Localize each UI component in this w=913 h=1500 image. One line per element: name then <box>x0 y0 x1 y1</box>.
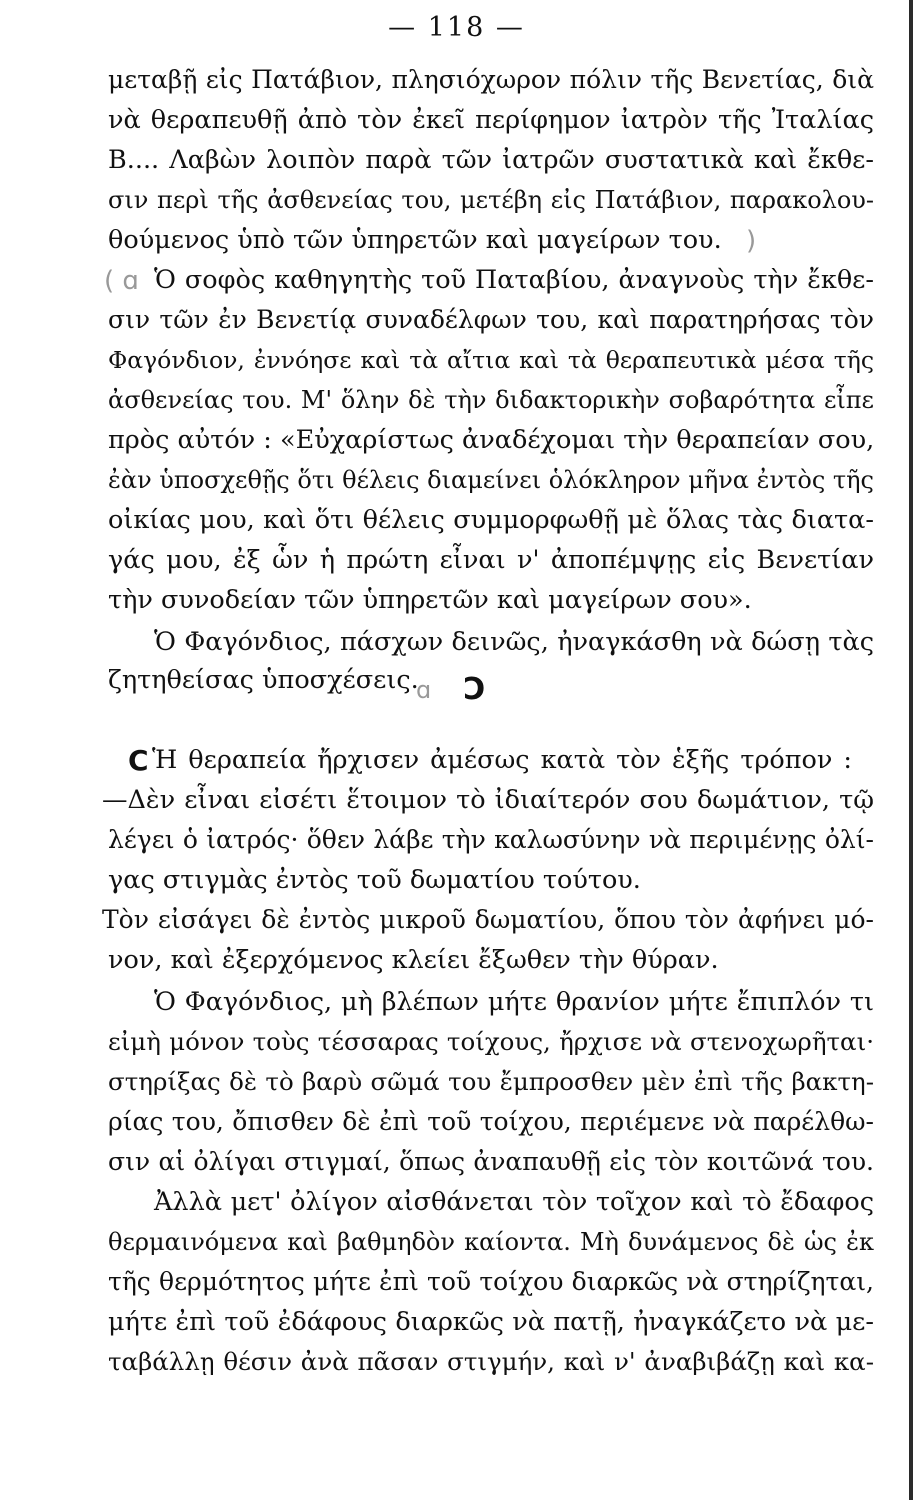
page-edge-shadow <box>909 0 913 1500</box>
text-line: πρὸς αὐτόν : «Εὐχαρίστως ἀναδέχομαι τὴν θεραπείαν σου, <box>108 425 875 455</box>
text-line: τὴν συνοδείαν τῶν ὑπηρετῶν καὶ μαγείρων σου». <box>108 585 752 615</box>
text-line: γάς μου, ἐξ ὧν ἡ πρώτη εἶναι ν' ἀποπέμψῃς εἰς Βενετίαν <box>108 545 874 575</box>
pencil-bracket-mark: ( ɑ <box>104 266 139 296</box>
pencil-bracket-mark: ) <box>746 226 757 256</box>
text-line: σιν περὶ τῆς ἀσθενείας του, μετέβη εἰς Πατάβιον, παρακολου- <box>108 186 874 214</box>
text-line: ζητηθείσας ὑποσχέσεις. <box>108 665 419 695</box>
text-line: Ὁ Φαγόνδιος, μὴ βλέπων μήτε θρανίον μήτε ἔπιπλόν τι <box>154 987 874 1017</box>
text-line: στηρίξας δὲ τὸ βαρὺ σῶμά του ἔμπροσθεν μὲν ἐπὶ τῆς βακτη- <box>108 1067 874 1096</box>
text-line: σιν αἱ ὀλίγαι στιγμαί, ὅπως ἀναπαυθῇ εἰς τὸν κοιτῶνά του. <box>108 1147 874 1176</box>
text-line: ἀσθενείας του. Μ' ὅλην δὲ τὴν διδακτορικὴν σοβαρότητα εἶπε <box>108 386 874 414</box>
text-line: νον, καὶ ἐξερχόμενος κλείει ἔξωθεν τὴν θύραν. <box>108 945 719 975</box>
text-line: νὰ θεραπευθῇ ἀπὸ τὸν ἐκεῖ περίφημον ἰατρὸν τῆς Ἰταλίας <box>108 105 874 135</box>
text-line: θούμενος ὑπὸ τῶν ὑπηρετῶν καὶ μαγείρων του. <box>108 225 722 255</box>
text-line: γας στιγμὰς ἐντὸς τοῦ δωματίου τούτου. <box>108 865 641 895</box>
text-line: Τὸν εἰσάγει δὲ ἐντὸς μικροῦ δωματίου, ὅπου τὸν ἀφήνει μό- <box>102 905 874 934</box>
text-line: λέγει ὁ ἰατρός· ὅθεν λάβε τὴν καλωσύνην νὰ περιμένῃς ὀλί- <box>108 825 874 854</box>
text-line: ταβάλλῃ θέσιν ἀνὰ πᾶσαν στιγμήν, καὶ ν' ἀναβιβάζῃ καὶ κα- <box>108 1347 874 1376</box>
text-line: Ἡ θεραπεία ἤρχισεν ἀμέσως κατὰ τὸν ἑξῆς τρόπον : <box>152 745 852 775</box>
text-line: μήτε ἐπὶ τοῦ ἐδάφους διαρκῶς νὰ πατῇ, ἠναγκάζετο νὰ με- <box>108 1307 874 1337</box>
text-line: Φαγόνδιον, ἐννόησε καὶ τὰ αἴτια καὶ τὰ θεραπευτικὰ μέσα τῆς <box>108 346 874 374</box>
text-line: εἰμὴ μόνον τοὺς τέσσαρας τοίχους, ἤρχισε νὰ στενοχωρῆται· <box>108 1027 874 1056</box>
text-line: —Δὲν εἶναι εἰσέτι ἕτοιμον τὸ ἰδιαίτερόν σου δωμάτιον, τῷ <box>102 785 874 815</box>
text-line: τῆς θερμότητος μήτε ἐπὶ τοῦ τοίχου διαρκῶς νὰ στηρίζηται, <box>108 1267 874 1296</box>
text-line: Ὁ σοφὸς καθηγητὴς τοῦ Παταβίου, ἀναγνοὺς τὴν ἔκθε- <box>154 265 874 295</box>
text-line: Ἀλλὰ μετ' ὀλίγον αἰσθάνεται τὸν τοῖχον καὶ τὸ ἔδαφος <box>154 1187 874 1217</box>
text-line: ἐὰν ὑποσχεθῇς ὅτι θέλεις διαμείνει ὁλόκληρον μῆνα ἐντὸς τῆς <box>108 466 874 494</box>
text-line: θερμαινόμενα καὶ βαθμηδὸν καίοντα. Μὴ δυνάμενος δὲ ὡς ἐκ <box>108 1228 874 1256</box>
text-line: Β.... Λαβὼν λοιπὸν παρὰ τῶν ἰατρῶν συστατικὰ καὶ ἔκθε- <box>108 145 874 175</box>
pencil-bracket-mark: ɑ <box>416 676 432 704</box>
page-number: — 118 — <box>388 12 525 43</box>
text-line: Ὁ Φαγόνδιος, πάσχων δεινῶς, ἠναγκάσθη νὰ δώσῃ τὰς <box>154 627 874 657</box>
pencil-bracket-mark: Ͻ <box>464 672 485 707</box>
pencil-bracket-mark: C <box>128 744 149 777</box>
text-line: ρίας του, ὄπισθεν δὲ ἐπὶ τοῦ τοίχου, περιέμενε νὰ παρέλθω- <box>108 1107 874 1136</box>
text-line: μεταβῇ εἰς Πατάβιον, πλησιόχωρον πόλιν τῆς Βενετίας, διὰ <box>108 65 874 94</box>
text-line: σιν τῶν ἐν Βενετίᾳ συναδέλφων του, καὶ παρατηρήσας τὸν <box>108 305 874 334</box>
text-line: οἰκίας μου, καὶ ὅτι θέλεις συμμορφωθῇ μὲ ὅλας τὰς διατα- <box>108 505 874 535</box>
